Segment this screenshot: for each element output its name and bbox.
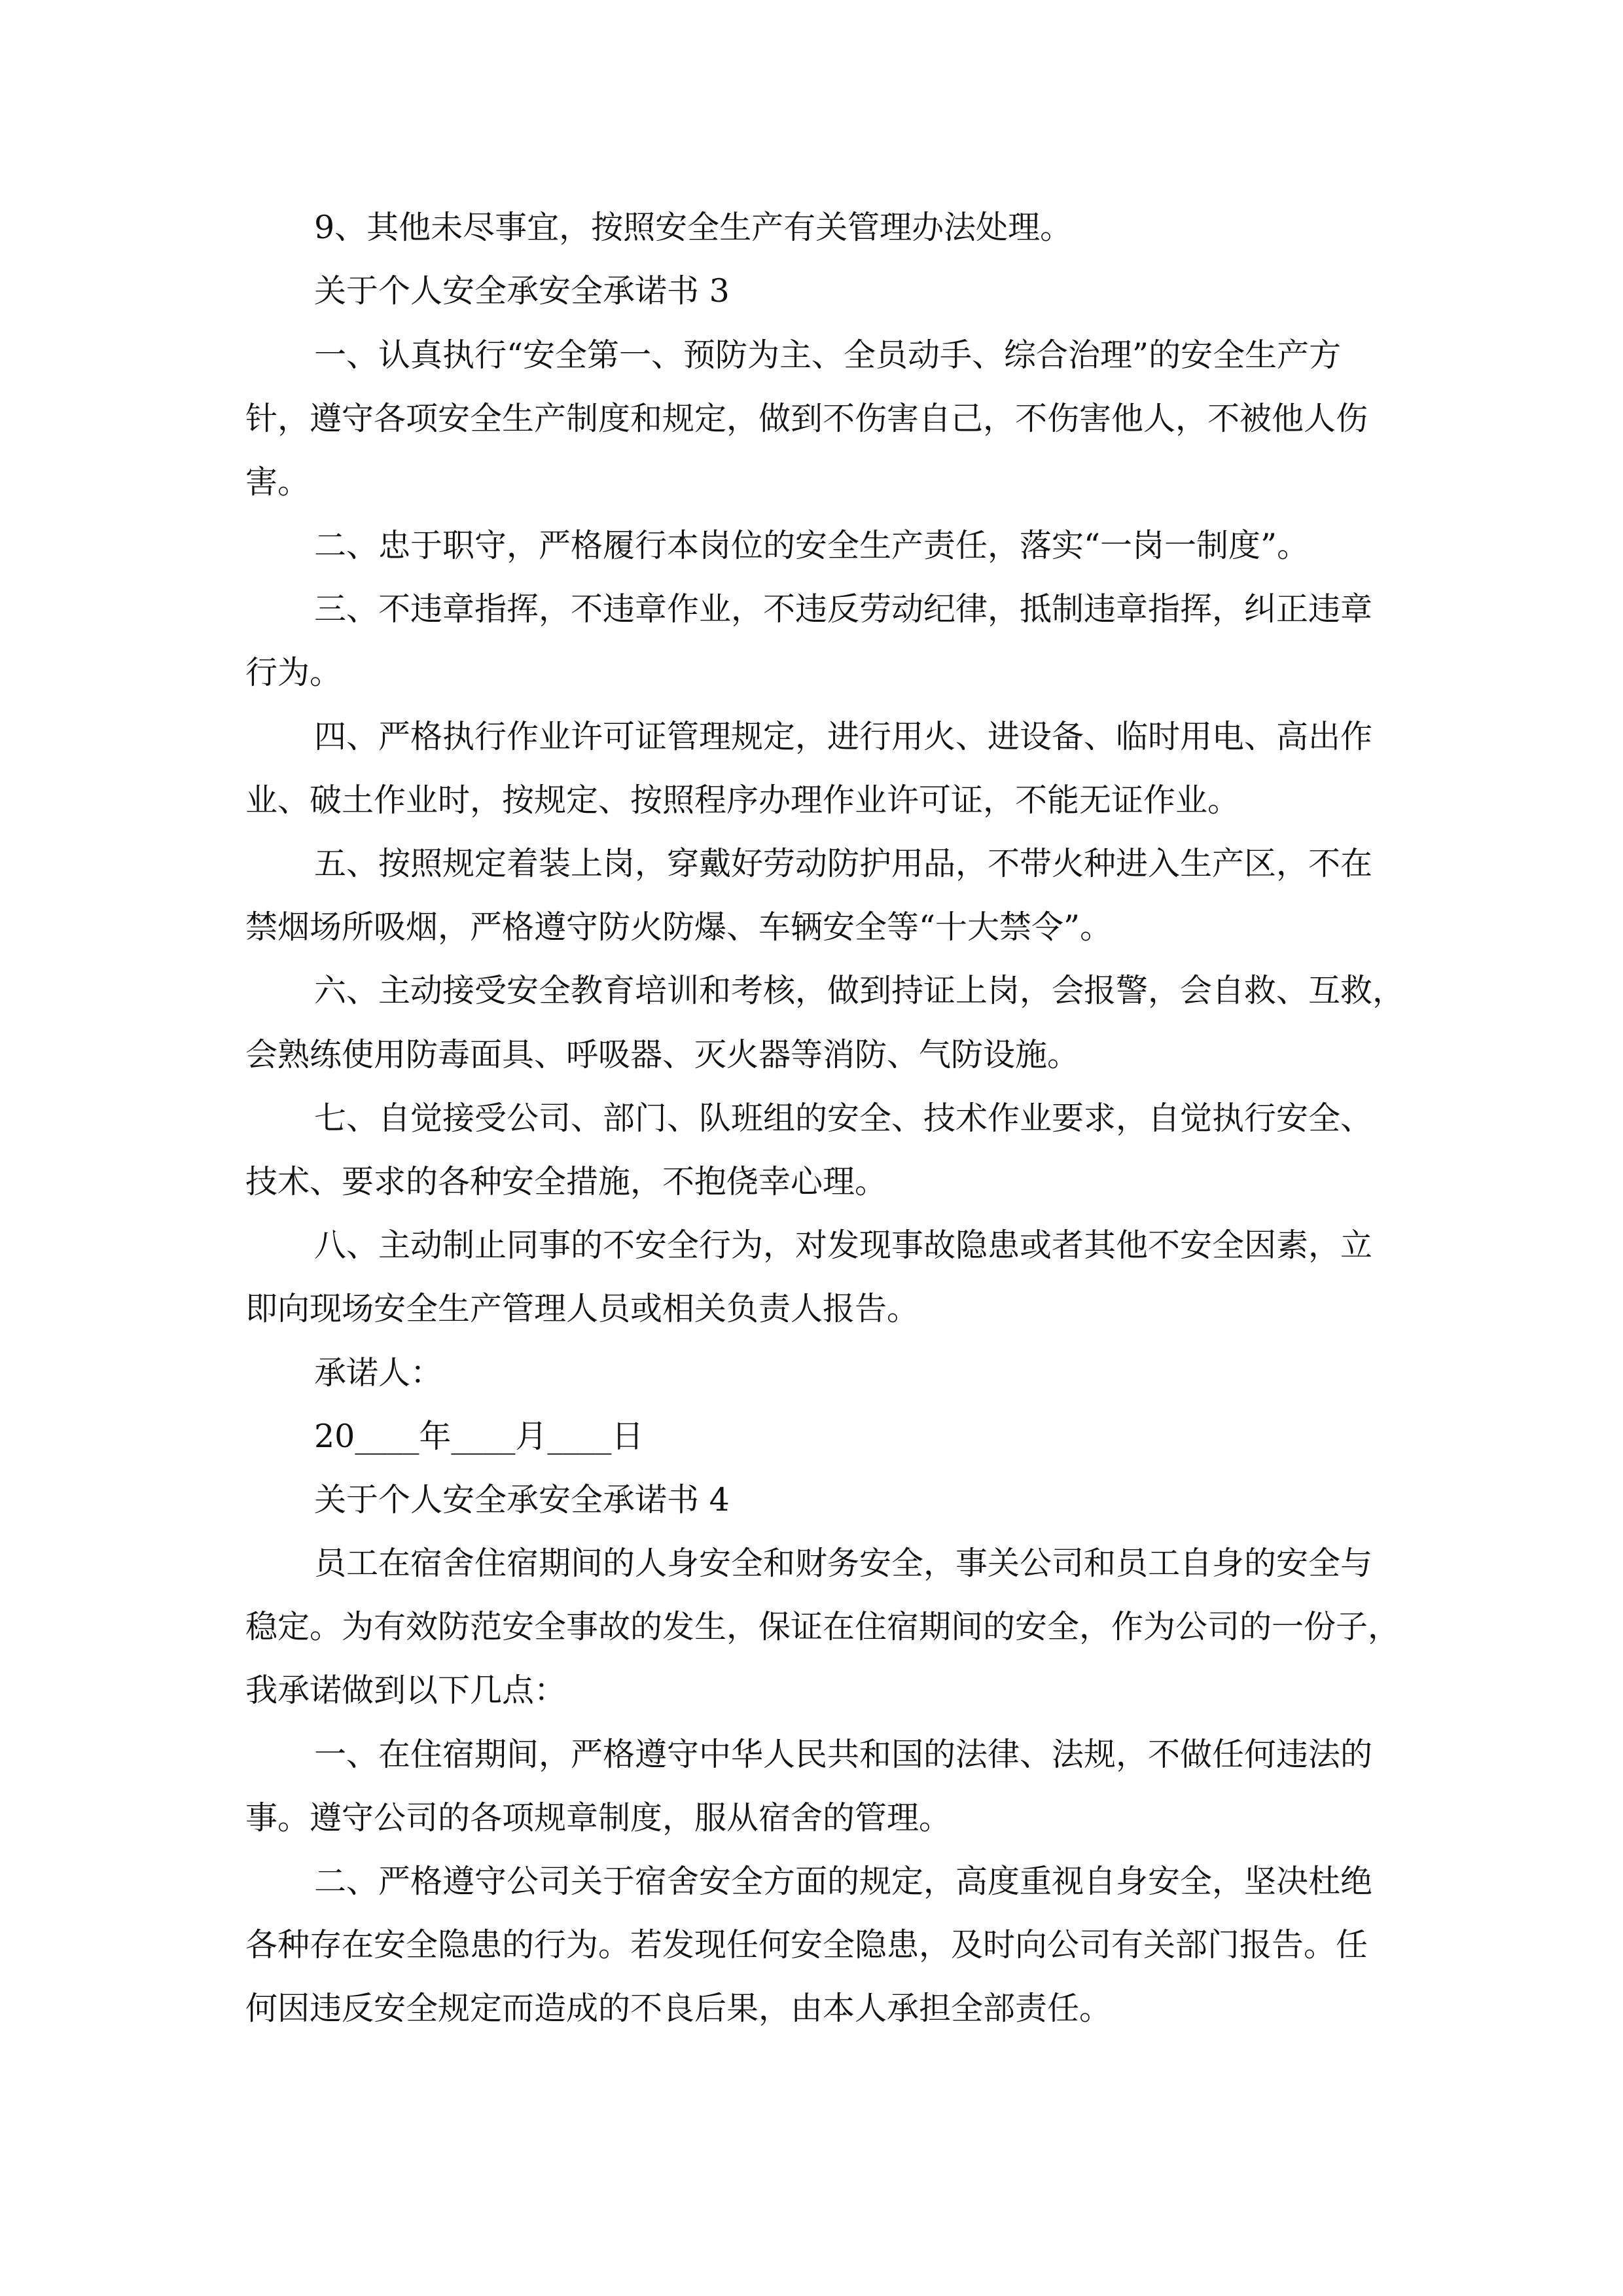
s3-para-8-line-1: 八、主动制止同事的不安全行为，对发现事故隐患或者其他不安全因素，立 <box>314 1227 1373 1264</box>
s4-para-2-line-1: 二、严格遵守公司关于宿舍安全方面的规定，高度重视自身安全，坚决杜绝 <box>314 1863 1373 1900</box>
s4-intro-line-1: 员工在宿舍住宿期间的人身安全和财务安全，事关公司和员工自身的安全与 <box>314 1545 1373 1582</box>
s3-para-1-line-3: 害。 <box>245 463 310 501</box>
s3-para-5-line-1: 五、按照规定着装上岗，穿戴好劳动防护用品，不带火种进入生产区，不在 <box>314 845 1373 882</box>
s3-para-3-line-2: 行为。 <box>245 654 342 691</box>
s3-signer-label: 承诺人： <box>314 1354 443 1391</box>
s3-para-5-line-2: 禁烟场所吸烟，严格遵守防火防爆、车辆安全等“十大禁令”。 <box>245 908 1113 946</box>
s3-para-7-line-1: 七、自觉接受公司、部门、队班组的安全、技术作业要求，自觉执行安全、 <box>314 1100 1373 1137</box>
s3-para-7-line-2: 技术、要求的各种安全措施，不抱侥幸心理。 <box>245 1163 887 1200</box>
s4-para-2-line-2: 各种存在安全隐患的行为。若发现任何安全隐患，及时向公司有关部门报告。任 <box>245 1926 1368 1964</box>
s3-para-6-line-1: 六、主动接受安全教育培训和考核，做到持证上岗，会报警，会自救、互救， <box>314 972 1405 1009</box>
s3-date-line: 20____年____月____日 <box>314 1418 644 1455</box>
s3-para-4-line-2: 业、破土作业时，按规定、按照程序办理作业许可证，不能无证作业。 <box>245 781 1240 819</box>
s4-para-2-line-3: 何因违反安全规定而造成的不良后果，由本人承担全部责任。 <box>245 1990 1112 2027</box>
s4-para-1-line-2: 事。遵守公司的各项规章制度，服从宿舍的管理。 <box>245 1799 952 1837</box>
s3-para-4-line-1: 四、严格执行作业许可证管理规定，进行用火、进设备、临时用电、高出作 <box>314 718 1373 755</box>
s3-para-2-line-1: 二、忠于职守，严格履行本岗位的安全生产责任，落实“一岗一制度”。 <box>314 527 1310 564</box>
s4-intro-line-3: 我承诺做到以下几点： <box>245 1672 567 1709</box>
item-9-line: 9、其他未尽事宜，按照安全生产有关管理办法处理。 <box>314 209 1073 246</box>
s3-para-1-line-1: 一、认真执行“安全第一、预防为主、全员动手、综合治理”的安全生产方 <box>314 336 1342 374</box>
section-3-title: 关于个人安全承安全承诺书 3 <box>314 272 730 310</box>
s3-para-6-line-2: 会熟练使用防毒面具、呼吸器、灭火器等消防、气防设施。 <box>245 1036 1080 1073</box>
s4-intro-line-2: 稳定。为有效防范安全事故的发生，保证在住宿期间的安全，作为公司的一份子， <box>245 1608 1400 1645</box>
s3-para-3-line-1: 三、不违章指挥，不违章作业，不违反劳动纪律，抵制违章指挥，纠正违章 <box>314 590 1373 628</box>
s3-para-1-line-2: 针，遵守各项安全生产制度和规定，做到不伤害自己，不伤害他人，不被他人伤 <box>245 400 1368 437</box>
section-4-title: 关于个人安全承安全承诺书 4 <box>314 1481 730 1518</box>
s4-para-1-line-1: 一、在住宿期间，严格遵守中华人民共和国的法律、法规，不做任何违法的 <box>314 1736 1373 1773</box>
s3-para-8-line-2: 即向现场安全生产管理人员或相关负责人报告。 <box>245 1290 919 1327</box>
